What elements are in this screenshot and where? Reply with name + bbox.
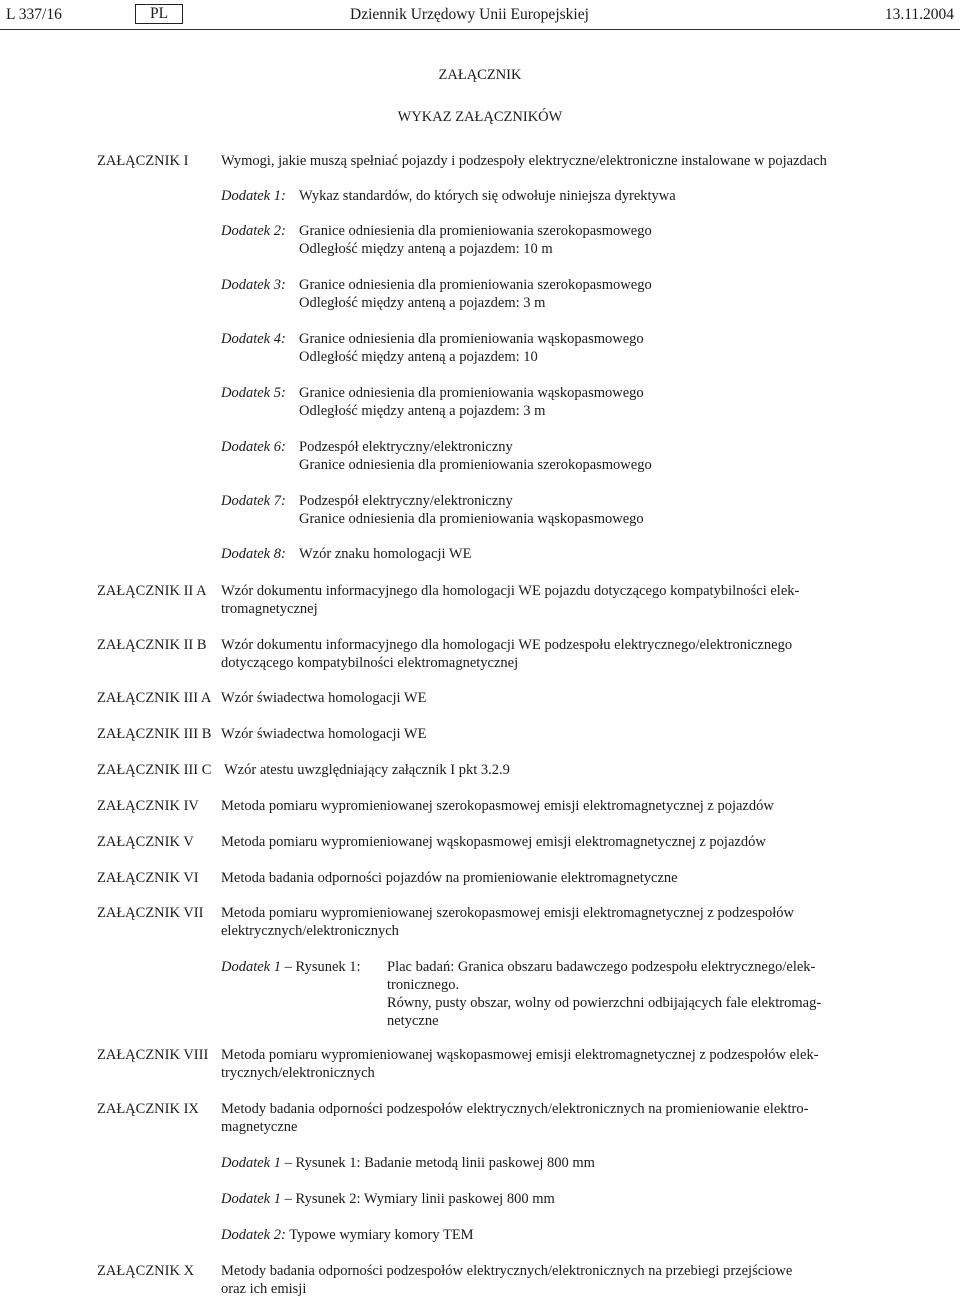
language-badge: PL: [135, 4, 183, 24]
annex-label: ZAŁĄCZNIK VII: [97, 905, 204, 921]
annex-label: ZAŁĄCZNIK V: [97, 834, 194, 850]
annex-text: Wymogi, jakie muszą spełniać pojazdy i podzespoły elektryczne/elektroniczne instalowane w pojazdach: [221, 153, 827, 169]
appendix-label: Dodatek 1:: [221, 188, 286, 204]
figure-reference: Dodatek 2: Typowe wymiary komory TEM: [221, 1227, 474, 1243]
appendix-text: Podzespół elektryczny/elektroniczny Granice odniesienia dla promieniowania szerokopasmowego: [299, 439, 652, 473]
appendix-text: Podzespół elektryczny/elektroniczny Granice odniesienia dla promieniowania wąskopasmowego: [299, 493, 644, 527]
annex-text: Wzór dokumentu informacyjnego dla homologacji WE podzespołu elektrycznego/elektronicznego dotyczącego kompatybilności elektromagnetycznej: [221, 637, 793, 671]
header-divider: [0, 29, 960, 30]
appendix-label: Dodatek 8:: [221, 546, 286, 562]
annex-text: Metoda badania odporności pojazdów na promieniowanie elektromagnetyczne: [221, 870, 678, 886]
annex-label: ZAŁĄCZNIK II B: [97, 637, 207, 653]
appendix-label: Dodatek 5:: [221, 385, 286, 401]
document-subtitle: WYKAZ ZAŁĄCZNIKÓW: [397, 109, 563, 125]
figure-description: Plac badań: Granica obszaru badawczego podzespołu elektrycznego/elek- tronicznego. Równy, pusty obszar, wolny od powierzchni odbijających fale elektromag- netyczne: [387, 959, 822, 1029]
annex-label: ZAŁĄCZNIK VI: [97, 870, 199, 886]
page-reference: L 337/16: [6, 6, 62, 23]
document-title: ZAŁĄCZNIK: [438, 67, 522, 83]
annex-text: Wzór świadectwa homologacji WE: [221, 690, 427, 706]
annex-label: ZAŁĄCZNIK II A: [97, 583, 207, 599]
annex-text: Wzór świadectwa homologacji WE: [221, 726, 427, 742]
appendix-label: Dodatek 6:: [221, 439, 286, 455]
appendix-label: Dodatek 3:: [221, 277, 286, 293]
journal-title: Dziennik Urzędowy Unii Europejskiej: [350, 6, 589, 23]
appendix-text: Wykaz standardów, do których się odwołuje niniejsza dyrektywa: [299, 188, 676, 204]
annex-label: ZAŁĄCZNIK I: [97, 153, 189, 169]
annex-label: ZAŁĄCZNIK IV: [97, 798, 199, 814]
figure-reference: Dodatek 1 – Rysunek 2: Wymiary linii paskowej 800 mm: [221, 1191, 555, 1207]
figure-reference: Dodatek 1 – Rysunek 1: Badanie metodą linii paskowej 800 mm: [221, 1155, 595, 1171]
annex-label: ZAŁĄCZNIK III A: [97, 690, 212, 706]
appendix-text: Granice odniesienia dla promieniowania szerokopasmowego Odległość między anteną a pojazdem: 10 m: [299, 223, 652, 257]
annex-text: Metoda pomiaru wypromieniowanej szerokopasmowej emisji elektromagnetycznej z podzespołów elektrycznych/elektronicznych: [221, 905, 794, 939]
publication-date: 13.11.2004: [884, 6, 954, 23]
annex-text: Metoda pomiaru wypromieniowanej wąskopasmowej emisji elektromagnetycznej z pojazdów: [221, 834, 766, 850]
annex-label: ZAŁĄCZNIK III C: [97, 762, 212, 778]
annex-label: ZAŁĄCZNIK III B: [97, 726, 212, 742]
appendix-label: Dodatek 4:: [221, 331, 286, 347]
appendix-label: Dodatek 2:: [221, 223, 286, 239]
appendix-label: Dodatek 7:: [221, 493, 286, 509]
annex-text: Metoda pomiaru wypromieniowanej wąskopasmowej emisji elektromagnetycznej z podzespołów elek- trycznych/elektronicznych: [221, 1047, 819, 1081]
annex-label: ZAŁĄCZNIK X: [97, 1263, 195, 1279]
annex-text: Metody badania odporności podzespołów elektrycznych/elektronicznych na przebiegi przejściowe oraz ich emisji: [221, 1263, 793, 1297]
annex-label: ZAŁĄCZNIK VIII: [97, 1047, 209, 1063]
annex-text: Wzór dokumentu informacyjnego dla homologacji WE pojazdu dotyczącego kompatybilności elek- tromagnetycznej: [221, 583, 800, 617]
appendix-text: Granice odniesienia dla promieniowania wąskopasmowego Odległość między anteną a pojazdem: 10: [299, 331, 644, 365]
appendix-text: Granice odniesienia dla promieniowania wąskopasmowego Odległość między anteną a pojazdem: 3 m: [299, 385, 644, 419]
appendix-text: Wzór znaku homologacji WE: [299, 546, 472, 562]
annex-text: Metody badania odporności podzespołów elektrycznych/elektronicznych na promieniowanie elektro- magnetyczne: [221, 1101, 809, 1135]
annex-text: Wzór atestu uwzględniający załącznik I pkt 3.2.9: [224, 762, 510, 778]
appendix-text: Granice odniesienia dla promieniowania szerokopasmowego Odległość między anteną a pojazdem: 3 m: [299, 277, 652, 311]
annex-label: ZAŁĄCZNIK IX: [97, 1101, 199, 1117]
figure-reference: Dodatek 1 – Rysunek 1:: [221, 959, 361, 975]
annex-text: Metoda pomiaru wypromieniowanej szerokopasmowej emisji elektromagnetycznej z pojazdów: [221, 798, 774, 814]
page-header: [0, 4, 960, 26]
